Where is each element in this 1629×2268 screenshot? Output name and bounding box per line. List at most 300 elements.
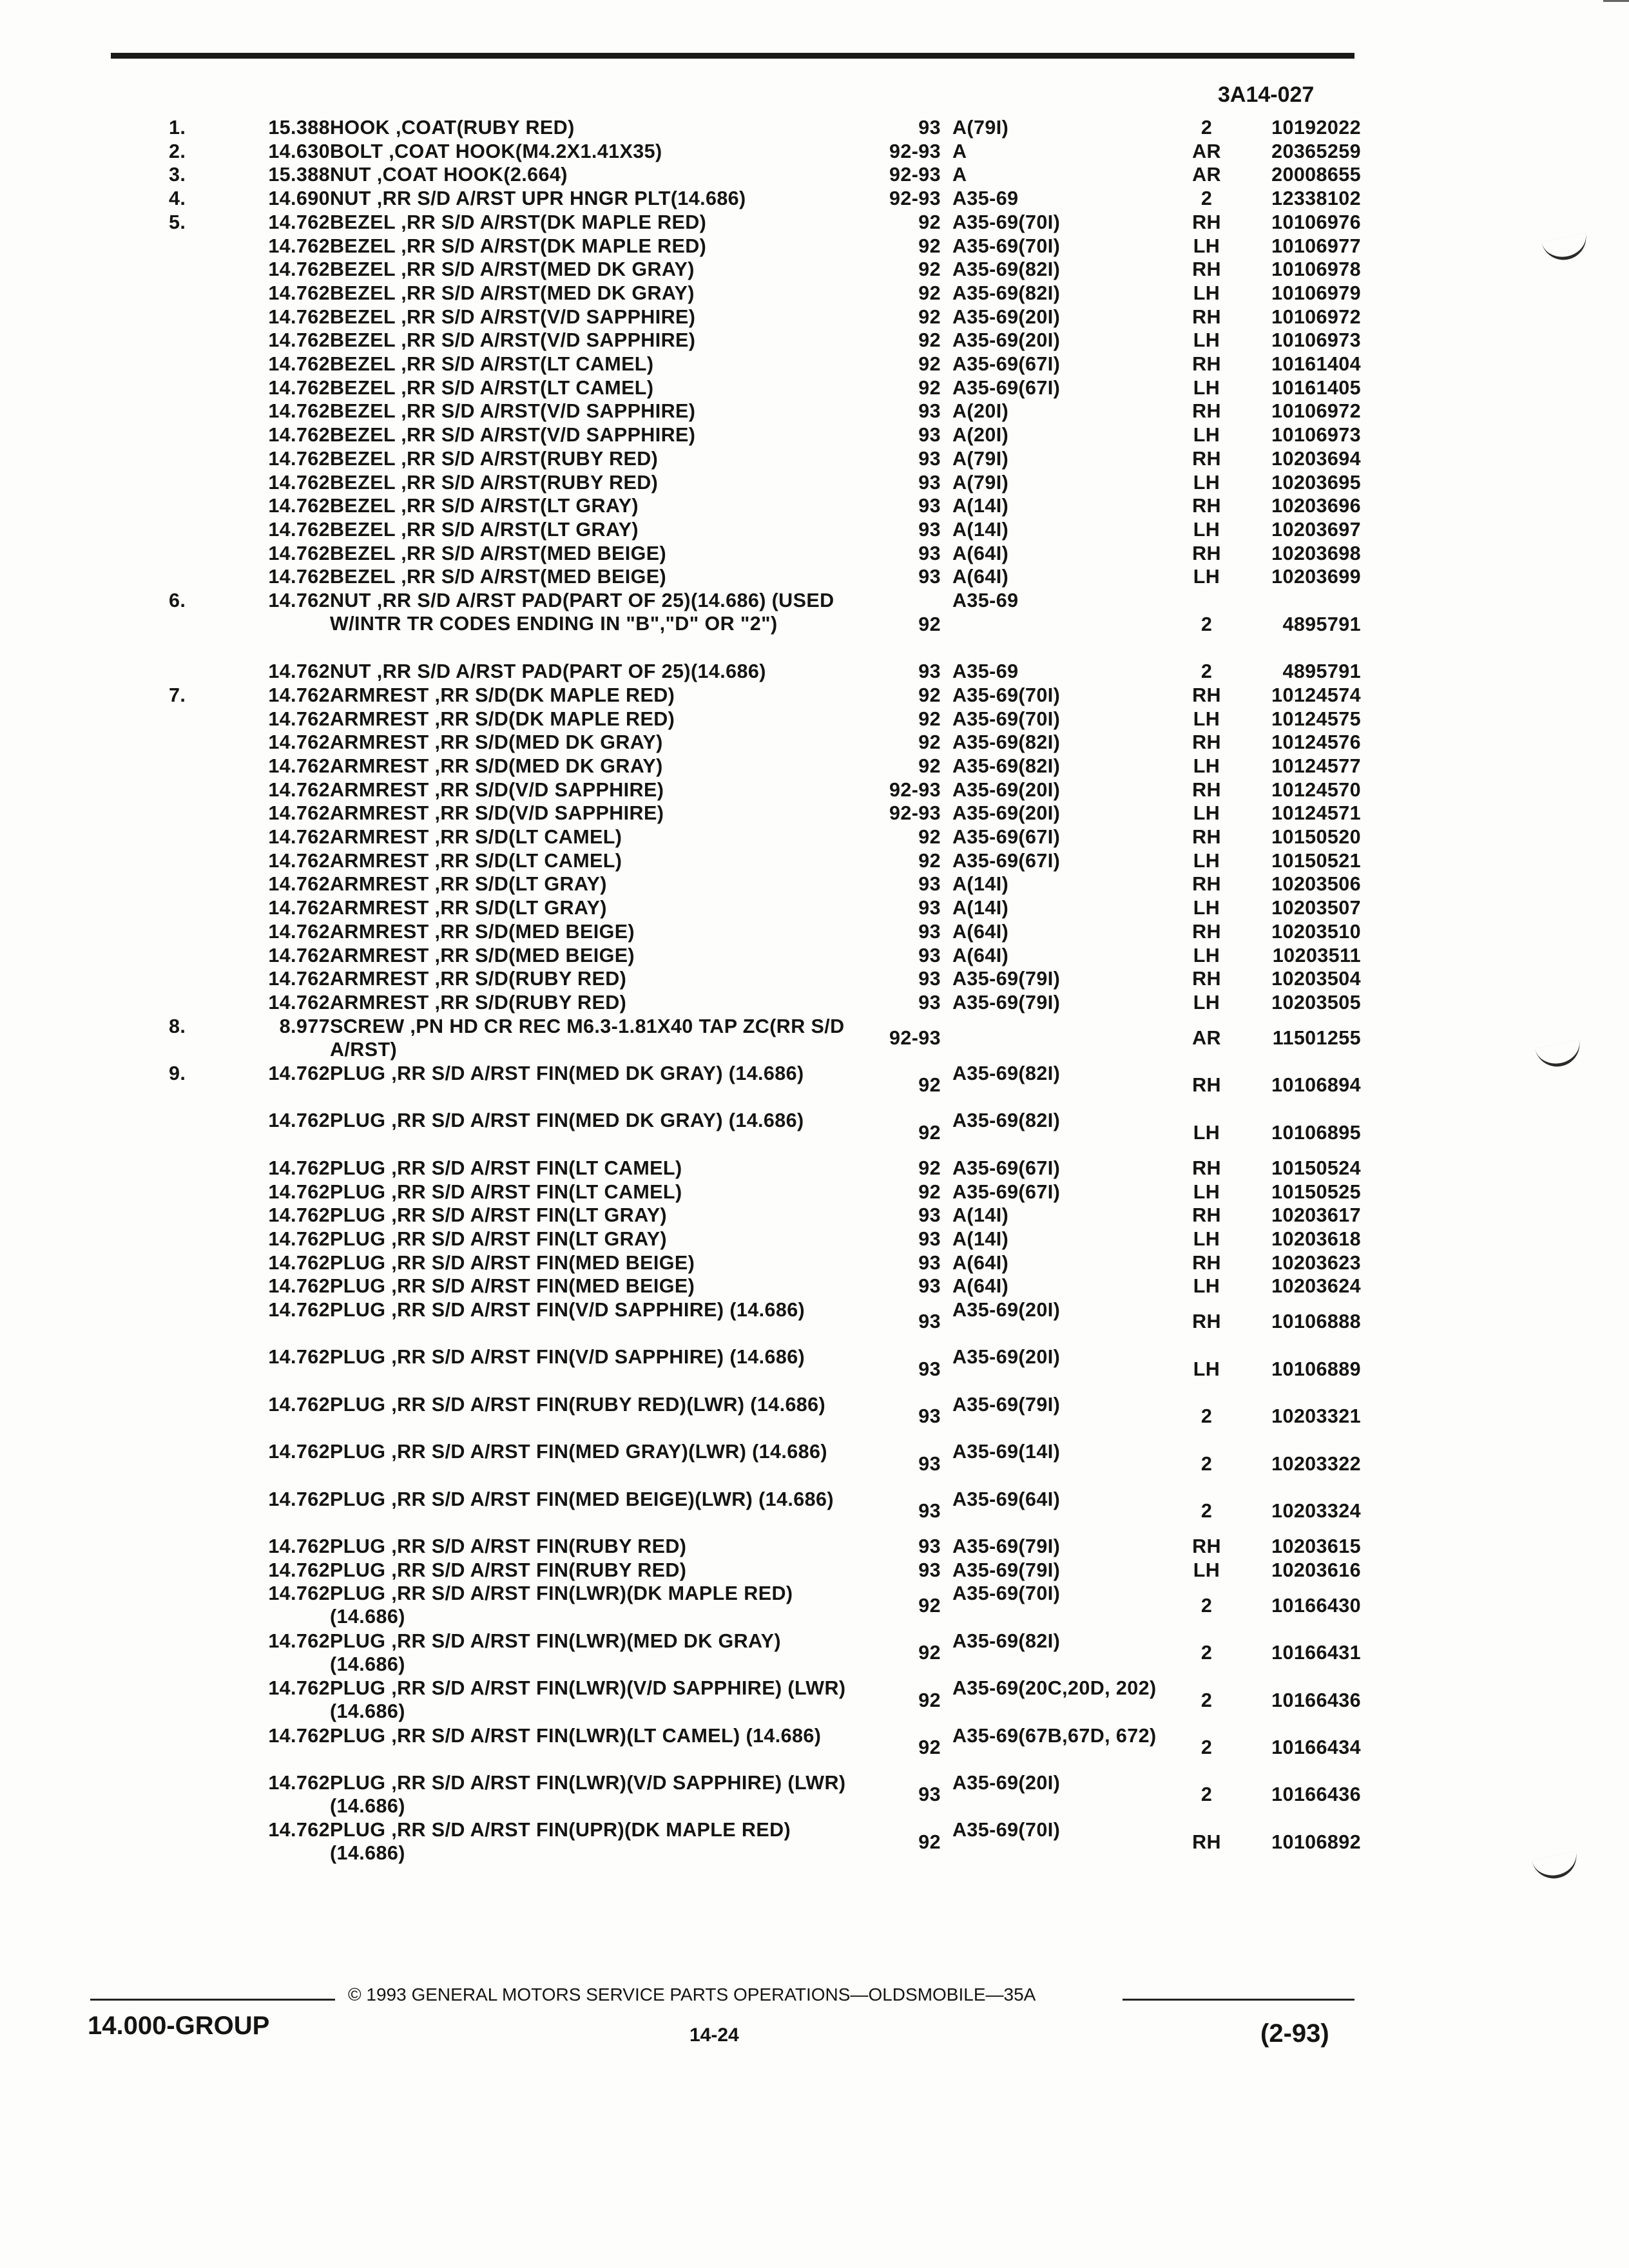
quantity: 2 [1200,1783,1213,1806]
part-description: PLUG ,RR S/D A/RST FIN(MED BEIGE)(LWR) (14.686) [330,1488,834,1510]
group-number: 14.762 [268,1110,330,1132]
model-year: 93 [918,873,941,896]
part-number: 10203511 [1272,944,1361,966]
table-row [0,802,1629,825]
part-description: ARMREST ,RR S/D(MED BEIGE) [330,920,635,943]
part-number: 10203507 [1271,897,1361,919]
model-year: 92-93 [889,802,941,825]
table-row [0,967,1629,991]
part-number: 10150520 [1271,826,1361,848]
model-year: 93 [918,424,941,447]
application: A(64I) [952,1251,1009,1274]
part-description: PLUG ,RR S/D A/RST FIN(LT CAMEL) [330,1157,682,1179]
corner-mark [1603,0,1629,11]
table-row [0,187,1629,211]
item-index: 4. [169,187,186,210]
application: A35-69(79I) [952,968,1061,990]
part-description: ARMREST ,RR S/D(V/D SAPPHIRE) [330,778,664,801]
quantity: AR [1192,1026,1221,1049]
part-description: ARMREST ,RR S/D(MED BEIGE) [330,944,635,966]
part-description: BEZEL ,RR S/D A/RST(LT CAMEL) [330,376,654,399]
application: A35-69(79I) [952,1393,1061,1416]
group-number: 8.977 [279,1015,330,1037]
application: A35-69 [952,590,1019,611]
table-row [0,399,1629,423]
application: A(79I) [952,447,1009,470]
model-year: 93 [918,471,941,494]
part-number: 10203324 [1271,1499,1361,1522]
part-number: 10161404 [1271,353,1361,375]
table-row [0,471,1629,495]
part-number: 10124571 [1271,802,1361,825]
part-number: 10203695 [1271,471,1361,494]
group-number: 14.762 [268,873,330,896]
application: A(14I) [952,495,1009,517]
part-number: 10150524 [1271,1157,1361,1179]
model-year: 93 [918,117,941,139]
table-row [0,707,1629,731]
table-row [0,116,1629,140]
part-number: 10203624 [1271,1275,1361,1298]
group-number: 14.762 [268,1346,330,1369]
part-number: 10166434 [1271,1736,1361,1758]
model-year: 93 [918,1204,941,1227]
quantity: LH [1193,897,1220,919]
group-number: 14.762 [268,1559,330,1581]
quantity: 2 [1200,1405,1213,1428]
part-number: 10203694 [1271,447,1361,470]
group-number: 14.762 [268,1227,330,1250]
part-number: 10106973 [1271,424,1361,447]
table-row [0,1109,1629,1156]
footer-rule-left [90,1999,335,2001]
quantity: LH [1193,1227,1220,1250]
table-row [0,1488,1629,1535]
table-row [0,235,1629,258]
part-description: PLUG ,RR S/D A/RST FIN(V/D SAPPHIRE) (14.686) [330,1346,805,1369]
item-index: 3. [169,164,186,186]
part-description: PLUG ,RR S/D A/RST FIN(MED BEIGE) [330,1251,695,1274]
application: A(14I) [952,897,1009,919]
quantity: AR [1192,140,1221,162]
quantity: RH [1192,258,1221,281]
table-row [0,329,1629,352]
group-number: 14.762 [268,400,330,423]
part-description: PLUG ,RR S/D A/RST FIN(LWR)(LT CAMEL) (14.686) [330,1724,822,1747]
group-number: 14.762 [268,329,330,352]
part-number: 11501255 [1272,1026,1361,1049]
application: A35-69(70I) [952,1582,1061,1605]
table-row [0,1724,1629,1771]
part-number: 10106976 [1271,211,1361,233]
table-row [0,1298,1629,1345]
group-number: 14.762 [268,991,330,1014]
group-number: 14.762 [268,802,330,825]
model-year: 92-93 [889,140,941,162]
model-year: 92 [918,353,941,375]
group-number: 14.762 [268,1157,330,1179]
model-year: 92-93 [889,187,941,210]
quantity: 2 [1200,1452,1213,1475]
part-description: BEZEL ,RR S/D A/RST(DK MAPLE RED) [330,211,707,233]
application: A35-69(67I) [952,353,1061,375]
part-description: BEZEL ,RR S/D A/RST(V/D SAPPHIRE) [330,305,696,328]
part-description: ARMREST ,RR S/D(V/D SAPPHIRE) [330,802,664,825]
group-number: 14.762 [268,1772,330,1794]
model-year: 93 [918,400,941,423]
group-number: 14.762 [268,1677,330,1700]
part-number: 4895791 [1282,660,1361,683]
application: A35-69(70I) [952,1819,1061,1841]
group-number: 14.762 [268,353,330,375]
part-description: BEZEL ,RR S/D A/RST(V/D SAPPHIRE) [330,329,696,352]
group-number: 14.762 [268,211,330,233]
part-number: 10150521 [1271,849,1361,872]
table-row [0,684,1629,707]
group-number: 14.762 [268,258,330,281]
application: A35-69(70I) [952,707,1061,730]
quantity: 2 [1200,1594,1213,1617]
part-number: 10124574 [1271,684,1361,706]
table-row [0,1251,1629,1275]
part-number: 10124577 [1271,754,1361,777]
group-number: 14.630 [268,140,330,162]
application: A [952,140,967,162]
group-number: 15.388 [268,117,330,139]
quantity: LH [1193,329,1220,352]
group-number: 14.762 [268,778,330,801]
application: A(14I) [952,518,1009,541]
part-number: 10166431 [1271,1642,1361,1664]
model-year: 92 [918,1180,941,1203]
part-number: 10166436 [1271,1689,1361,1711]
table-row [0,1535,1629,1559]
part-number: 10203616 [1271,1559,1361,1581]
part-description: ARMREST ,RR S/D(LT GRAY) [330,873,607,896]
application: A35-69(82I) [952,1110,1061,1132]
application: A35-69(20I) [952,802,1061,825]
part-description: BEZEL ,RR S/D A/RST(V/D SAPPHIRE) [330,400,696,423]
quantity: 2 [1200,187,1213,210]
part-description: BEZEL ,RR S/D A/RST(LT GRAY) [330,495,639,517]
group-number: 14.762 [268,1204,330,1227]
quantity: LH [1193,424,1220,447]
application: A(20I) [952,424,1009,447]
table-row [0,896,1629,920]
group-number: 14.762 [268,305,330,328]
quantity: RH [1192,1157,1221,1179]
part-description: PLUG ,RR S/D A/RST FIN(MED GRAY)(LWR) (14.686) [330,1441,827,1463]
group-number: 14.762 [268,1629,330,1652]
group-number: 14.762 [268,542,330,564]
part-number: 10161405 [1271,376,1361,399]
part-number: 10106892 [1271,1831,1361,1853]
part-description: NUT ,RR S/D A/RST PAD(PART OF 25)(14.686) (USED W/INTR TR CODES ENDING IN "B","D" OR "2") [330,590,834,635]
application: A35-69(20I) [952,329,1061,352]
group-number: 14.762 [268,424,330,447]
model-year: 93 [918,944,941,966]
application: A35-69(67I) [952,826,1061,848]
part-number: 10106972 [1271,305,1361,328]
page-code: 3A14-027 [1218,82,1315,107]
group-number: 14.762 [268,707,330,730]
model-year: 93 [918,1535,941,1557]
quantity: RH [1192,1251,1221,1274]
part-number: 10106889 [1271,1358,1361,1380]
part-number: 10124570 [1271,778,1361,801]
part-number: 10203505 [1271,991,1361,1014]
quantity: RH [1192,1204,1221,1227]
quantity: 2 [1200,117,1213,139]
part-number: 10106972 [1271,400,1361,423]
quantity: RH [1192,542,1221,564]
table-row [0,1204,1629,1227]
table-row [0,872,1629,896]
table-row [0,1818,1629,1865]
application: A35-69(82I) [952,1629,1061,1652]
model-year: 93 [918,495,941,517]
application: A35-69(67B,67D, 672) [952,1724,1157,1747]
table-row [0,1062,1629,1109]
group-number: 14.762 [268,518,330,541]
footer-copyright: © 1993 GENERAL MOTORS SERVICE PARTS OPERATIONS—OLDSMOBILE—35A [348,1984,1036,2004]
group-number: 14.762 [268,471,330,494]
quantity: RH [1192,778,1221,801]
group-number: 14.762 [268,660,330,683]
group-number: 14.762 [268,1062,330,1084]
table-row [0,1559,1629,1582]
quantity: RH [1192,1831,1221,1853]
quantity: RH [1192,400,1221,423]
quantity: RH [1192,353,1221,375]
group-number: 14.762 [268,754,330,777]
part-number: 10106888 [1271,1311,1361,1333]
application: A(14I) [952,1204,1009,1227]
model-year: 92 [918,1736,941,1758]
model-year: 93 [918,1783,941,1806]
table-row [0,1227,1629,1251]
quantity: LH [1193,471,1220,494]
table-row [0,991,1629,1015]
part-description: PLUG ,RR S/D A/RST FIN(MED BEIGE) [330,1275,695,1298]
group-number: 14.762 [268,684,330,706]
quantity: LH [1193,1180,1220,1203]
group-number: 14.762 [268,968,330,990]
model-year: 92 [918,1831,941,1853]
part-description: PLUG ,RR S/D A/RST FIN(LWR)(MED DK GRAY) (14.686) [330,1629,781,1675]
quantity: RH [1192,1311,1221,1333]
model-year: 92 [918,826,941,848]
application: A35-69(70I) [952,211,1061,233]
table-row [0,1629,1629,1677]
group-number: 14.762 [268,897,330,919]
footer-page-number: 14-24 [689,2024,739,2046]
application: A35-69(82I) [952,1062,1061,1084]
part-description: PLUG ,RR S/D A/RST FIN(LT GRAY) [330,1227,667,1250]
group-number: 14.762 [268,1251,330,1274]
application: A35-69(79I) [952,1535,1061,1557]
quantity: RH [1192,447,1221,470]
table-row [0,825,1629,849]
part-number: 10106978 [1271,258,1361,281]
group-number: 14.762 [268,447,330,470]
model-year: 93 [918,1358,941,1380]
part-description: NUT ,RR S/D A/RST PAD(PART OF 25)(14.686) [330,660,766,683]
table-row [0,140,1629,164]
group-number: 14.762 [268,1275,330,1298]
group-number: 14.762 [268,1299,330,1321]
group-number: 14.762 [268,495,330,517]
group-number: 14.762 [268,1535,330,1557]
item-index: 6. [169,590,186,611]
part-number: 10203697 [1271,518,1361,541]
application: A(64I) [952,944,1009,966]
quantity: AR [1192,164,1221,186]
model-year: 93 [918,1405,941,1428]
table-row [0,352,1629,376]
part-description: BOLT ,COAT HOOK(M4.2X1.41X35) [330,140,662,162]
item-index: 9. [169,1062,186,1084]
part-number: 10192022 [1271,117,1361,139]
model-year: 92 [918,211,941,233]
table-row [0,565,1629,589]
quantity: 2 [1200,1499,1213,1522]
part-number: 10203615 [1271,1535,1361,1557]
part-number: 10203699 [1271,566,1361,588]
part-number: 10106979 [1271,282,1361,304]
item-index: 7. [169,684,186,706]
application: A35-69(20I) [952,1346,1061,1369]
model-year: 93 [918,1499,941,1522]
part-description: ARMREST ,RR S/D(RUBY RED) [330,968,627,990]
quantity: LH [1193,802,1220,825]
part-number: 10166430 [1271,1594,1361,1617]
application: A(79I) [952,117,1009,139]
model-year: 93 [918,1452,941,1475]
model-year: 92 [918,613,941,635]
part-number: 10203322 [1271,1452,1361,1475]
table-row [0,1015,1629,1062]
quantity: RH [1192,826,1221,848]
table-row [0,754,1629,778]
quantity: 2 [1200,613,1213,635]
part-description: PLUG ,RR S/D A/RST FIN(MED DK GRAY) (14.686) [330,1062,804,1084]
table-row [0,1393,1629,1440]
quantity: RH [1192,968,1221,990]
model-year: 93 [918,542,941,564]
part-description: ARMREST ,RR S/D(DK MAPLE RED) [330,707,675,730]
table-row [0,1345,1629,1392]
part-description: PLUG ,RR S/D A/RST FIN(LT GRAY) [330,1204,667,1227]
group-number: 14.762 [268,1393,330,1416]
application: A35-69(82I) [952,731,1061,754]
model-year: 92 [918,282,941,304]
group-number: 14.762 [268,1724,330,1747]
part-description: PLUG ,RR S/D A/RST FIN(LT CAMEL) [330,1180,682,1203]
quantity: LH [1193,282,1220,304]
model-year: 92 [918,329,941,352]
part-number: 10166436 [1271,1783,1361,1806]
application: A35-69(20I) [952,778,1061,801]
table-row [0,849,1629,873]
model-year: 92 [918,707,941,730]
part-description: BEZEL ,RR S/D A/RST(LT CAMEL) [330,353,654,375]
group-number: 14.762 [268,1180,330,1203]
model-year: 93 [918,518,941,541]
application: A35-69(70I) [952,235,1061,257]
application: A(79I) [952,471,1009,494]
application: A35-69(82I) [952,754,1061,777]
table-row [0,542,1629,566]
model-year: 93 [918,660,941,683]
model-year: 93 [918,968,941,990]
application: A35-69(64I) [952,1488,1061,1510]
application: A35-69 [952,187,1019,210]
part-number: 10106895 [1271,1121,1361,1144]
model-year: 92 [918,754,941,777]
group-number: 14.762 [268,235,330,257]
quantity: RH [1192,873,1221,896]
quantity: LH [1193,376,1220,399]
part-number: 10150525 [1271,1180,1361,1203]
part-description: ARMREST ,RR S/D(MED DK GRAY) [330,731,663,754]
part-number: 10106977 [1271,235,1361,257]
table-row [0,660,1629,684]
quantity: LH [1193,707,1220,730]
application: A(20I) [952,400,1009,423]
part-description: ARMREST ,RR S/D(MED DK GRAY) [330,754,663,777]
application: A(14I) [952,1227,1009,1250]
table-row [0,282,1629,305]
part-description: BEZEL ,RR S/D A/RST(MED BEIGE) [330,566,667,588]
part-description: BEZEL ,RR S/D A/RST(LT GRAY) [330,518,639,541]
table-row [0,447,1629,471]
footer-date: (2-93) [1260,2019,1329,2048]
part-number: 10106973 [1271,329,1361,352]
item-index: 2. [169,140,186,162]
application: A35-69(79I) [952,991,1061,1014]
quantity: LH [1193,235,1220,257]
group-number: 14.762 [268,1582,330,1605]
group-number: 14.762 [268,376,330,399]
part-number: 10203696 [1271,495,1361,517]
part-description: BEZEL ,RR S/D A/RST(DK MAPLE RED) [330,235,707,257]
part-description: SCREW ,PN HD CR REC M6.3-1.81X40 TAP ZC(RR S/D A/RST) [330,1015,845,1061]
application: A [952,164,967,186]
application: A(64I) [952,566,1009,588]
part-number: 4895791 [1282,613,1361,635]
table-row [0,163,1629,187]
part-number: 10203617 [1271,1204,1361,1227]
quantity: 2 [1200,1689,1213,1711]
part-number: 10203321 [1271,1405,1361,1428]
application: A35-69(70I) [952,684,1061,706]
part-description: ARMREST ,RR S/D(DK MAPLE RED) [330,684,675,706]
group-number: 14.762 [268,1488,330,1510]
part-description: PLUG ,RR S/D A/RST FIN(RUBY RED) [330,1535,687,1557]
model-year: 92 [918,305,941,328]
part-description: PLUG ,RR S/D A/RST FIN(LWR)(V/D SAPPHIRE) (LWR)(14.686) [330,1772,846,1817]
model-year: 92 [918,1689,941,1711]
application: A35-69(67I) [952,1157,1061,1179]
part-number: 10203698 [1271,542,1361,564]
part-description: ARMREST ,RR S/D(LT GRAY) [330,897,607,919]
part-description: HOOK ,COAT(RUBY RED) [330,117,575,139]
group-number: 14.690 [268,187,330,210]
table-row [0,778,1629,802]
model-year: 92-93 [889,778,941,801]
quantity: LH [1193,518,1220,541]
